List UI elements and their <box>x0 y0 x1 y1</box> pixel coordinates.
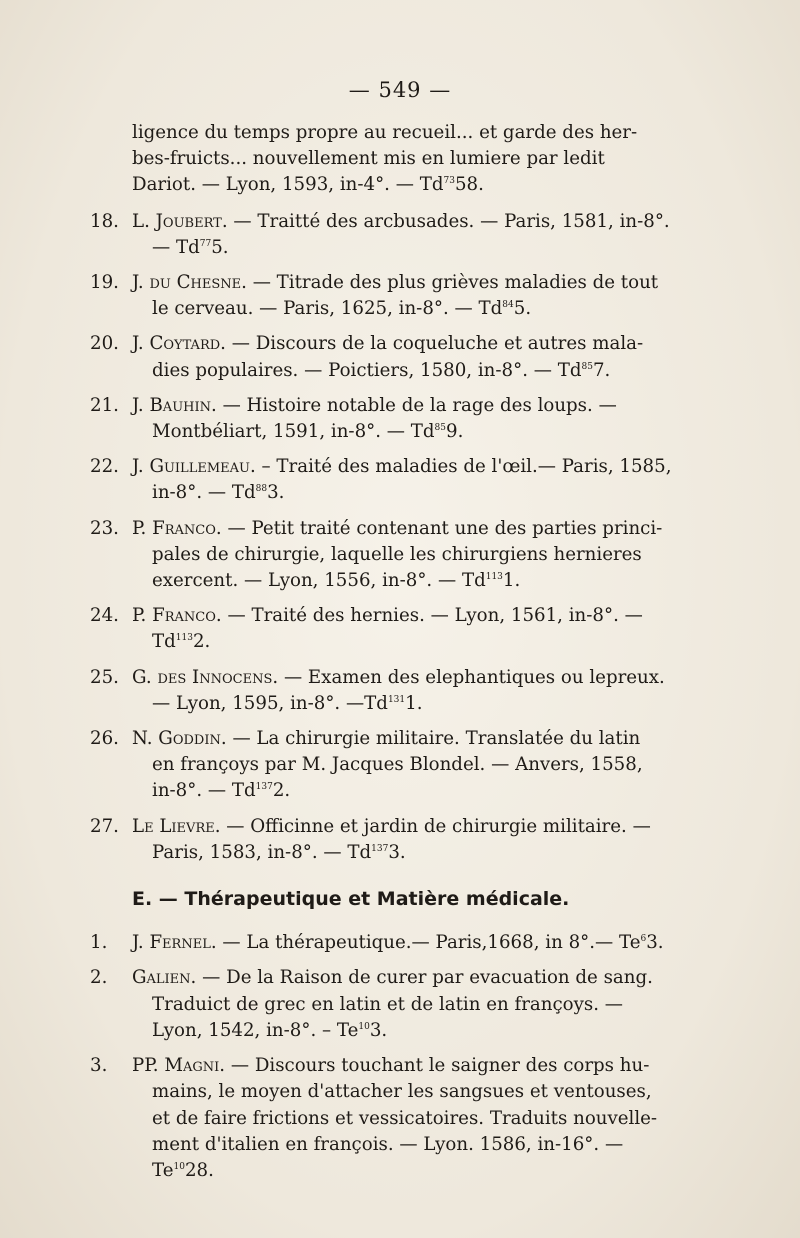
entry-line: in-8°. — Td$^{88}$3. <box>152 482 285 504</box>
bibliography-entry <box>90 454 730 506</box>
shelfmark-number: 1. <box>405 692 423 714</box>
continued-entry <box>90 120 730 199</box>
shelfmark-superscript: 85 <box>581 361 593 372</box>
shelfmark-superscript: 137 <box>371 843 389 854</box>
entry-line: Te$^{10}$28. <box>152 1159 214 1181</box>
page-number: — 549 — <box>348 78 452 102</box>
entry-line: Traduict de grec en latin et de latin en françoys. — <box>152 993 623 1015</box>
entry-line: Td$^{113}$2. <box>152 631 211 653</box>
entry-number: 22. <box>90 456 119 478</box>
shelfmark-number: 3. <box>388 841 406 863</box>
shelfmark-superscript: 84 <box>502 300 514 311</box>
shelfmark-superscript: 137 <box>255 782 273 793</box>
shelfmark-superscript: 88 <box>255 484 268 495</box>
entry-line: le cerveau. — Paris, 1625, in-8°. — Td$^{84}$5. <box>152 298 532 320</box>
author-name: P. Franco. <box>132 517 222 539</box>
bibliography-entry <box>90 270 730 322</box>
entry-line: mains, le moyen d'attacher les sangsues et ventouses, <box>152 1081 652 1103</box>
author-name: L. Joubert. <box>132 210 228 232</box>
entry-line: Montbéliart, 1591, in-8°. — Td$^{85}$9. <box>152 421 464 443</box>
entry-line: et de faire frictions et vessicatoires. Traduits nouvelle- <box>152 1107 658 1129</box>
entry-line: en françoys par M. Jacques Blondel. — Anvers, 1558, <box>152 754 643 776</box>
bibliography-entry <box>90 1053 730 1184</box>
shelfmark-number: 5. <box>513 298 532 320</box>
entry-line: pales de chirurgie, laquelle les chirurgiens hernieres <box>152 543 642 565</box>
entry-title-line: J. Coytard. — Discours de la coqueluche et autres mala- <box>132 333 644 355</box>
entry-title-line: N. Goddin. — La chirurgie militaire. Translatée du latin <box>132 728 641 750</box>
shelfmark-number: 3. <box>267 482 285 504</box>
author-name: Galien. <box>132 967 197 989</box>
shelfmark-number: 2. <box>192 631 211 653</box>
author-name: Le Lievre. <box>132 815 221 837</box>
entry-line: dies populaires. — Poictiers, 1580, in-8°. — Td$^{85}$7. <box>152 359 611 381</box>
entry-line: in-8°. — Td$^{137}$2. <box>152 780 291 802</box>
bibliography-list <box>90 120 730 1193</box>
entry-title-line: P. Franco. — Traité des hernies. — Lyon, 1561, in-8°. — <box>132 605 643 627</box>
author-name: J. Coytard. <box>132 333 226 355</box>
author-name: G. des Innocens. <box>132 666 279 688</box>
bibliography-entry <box>90 814 730 866</box>
section-heading: E. — Thérapeutique et Matière médicale. <box>132 888 570 911</box>
bibliography-entry <box>90 665 730 717</box>
shelfmark-number: 3. <box>369 1019 388 1041</box>
entry-title-line: J. Guillemeau. – Traité des maladies de l'œil.— Paris, 1585, <box>132 456 672 478</box>
shelfmark-superscript: 113 <box>175 633 193 644</box>
shelfmark-superscript: 77 <box>199 238 212 249</box>
continuation-line: Dariot. — Lyon, 1593, in-4°. — Td$^{73}$58. <box>132 174 484 196</box>
shelfmark-number: 2. <box>272 780 291 802</box>
entry-title-line: Le Lievre. — Officinne et jardin de chirurgie militaire. — <box>132 815 651 837</box>
bibliography-entry <box>90 965 730 1044</box>
shelfmark-superscript: 10 <box>358 1021 370 1032</box>
entry-title-line: Galien. — De la Raison de curer par evacuation de sang. <box>132 967 653 989</box>
entry-title-line: PP. Magni. — Discours touchant le saigner des corps hu- <box>132 1055 650 1077</box>
entry-line: ment d'italien en françois. — Lyon. 1586, in-16°. — <box>152 1133 624 1155</box>
shelfmark-superscript: 85 <box>434 422 446 433</box>
bibliography-entry <box>90 393 730 445</box>
author-name: J. du Chesne. <box>132 272 247 294</box>
entry-number: 1. <box>90 932 108 954</box>
author-name: PP. Magni. <box>132 1055 226 1077</box>
entry-number: 26. <box>90 728 119 750</box>
bibliography-entry <box>90 516 730 595</box>
entry-line: Lyon, 1542, in-8°. – Te$^{10}$3. <box>152 1019 388 1041</box>
entry-number: 20. <box>90 333 119 355</box>
entry-number: 3. <box>90 1055 108 1077</box>
entry-line: — Td$^{77}$5. <box>152 236 229 258</box>
author-name: N. Goddin. <box>132 728 227 750</box>
entry-number: 18. <box>90 210 119 232</box>
bibliography-entry <box>90 930 730 956</box>
author-name: J. Bauhin. <box>132 394 217 416</box>
entry-title-line: P. Franco. — Petit traité contenant une des parties princi- <box>132 517 663 539</box>
shelfmark-number: 5. <box>211 236 229 258</box>
entry-number: 24. <box>90 605 119 627</box>
entry-number: 19. <box>90 272 119 294</box>
shelfmark-superscript: 131 <box>387 694 406 705</box>
continuation-line: ligence du temps propre au recueil... et garde des her- <box>132 122 638 143</box>
author-name: J. Fernel. <box>132 932 217 954</box>
entry-number: 27. <box>90 815 119 837</box>
continuation-line: bes-fruicts... nouvellement mis en lumiere par ledit <box>132 148 605 170</box>
shelfmark-number: 9. <box>446 421 464 443</box>
shelfmark-number: 28. <box>184 1159 214 1181</box>
shelfmark-number: 3. <box>646 932 664 954</box>
shelfmark-superscript: 73 <box>443 176 455 187</box>
entry-title-line: J. Fernel. — La thérapeutique.— Paris,1668, in 8°.— Te$^6$3. <box>132 932 664 954</box>
entry-title-line: J. Bauhin. — Histoire notable de la rage des loups. — <box>132 394 617 416</box>
entry-number: 23. <box>90 517 119 539</box>
shelfmark-superscript: 113 <box>485 571 503 582</box>
bibliography-entry <box>90 603 730 655</box>
entry-title-line: G. des Innocens. — Examen des elephantiques ou lepreux. <box>132 666 665 688</box>
entry-line: — Lyon, 1595, in-8°. —Td$^{131}$1. <box>152 692 423 714</box>
shelfmark-number: 1. <box>502 570 521 592</box>
entry-title-line: L. Joubert. — Traitté des arcbusades. — Paris, 1581, in-8°. <box>132 210 670 232</box>
shelfmark-number: 7. <box>592 359 611 381</box>
entry-number: 2. <box>90 967 108 989</box>
shelfmark-superscript: 6 <box>640 934 647 945</box>
entry-number: 25. <box>90 666 119 688</box>
author-name: J. Guillemeau. <box>132 456 256 478</box>
bibliography-entry <box>90 209 730 261</box>
bibliography-entry <box>90 331 730 383</box>
author-name: P. Franco. <box>132 605 222 627</box>
shelfmark-superscript: 10 <box>173 1161 185 1172</box>
entry-line: exercent. — Lyon, 1556, in-8°. — Td$^{113}$1. <box>152 570 521 592</box>
entry-title-line: J. du Chesne. — Titrade des plus grièves maladies de tout <box>132 272 659 294</box>
entry-number: 21. <box>90 394 119 416</box>
bibliography-entry <box>90 726 730 805</box>
entry-line: Paris, 1583, in-8°. — Td$^{137}$3. <box>152 841 406 863</box>
